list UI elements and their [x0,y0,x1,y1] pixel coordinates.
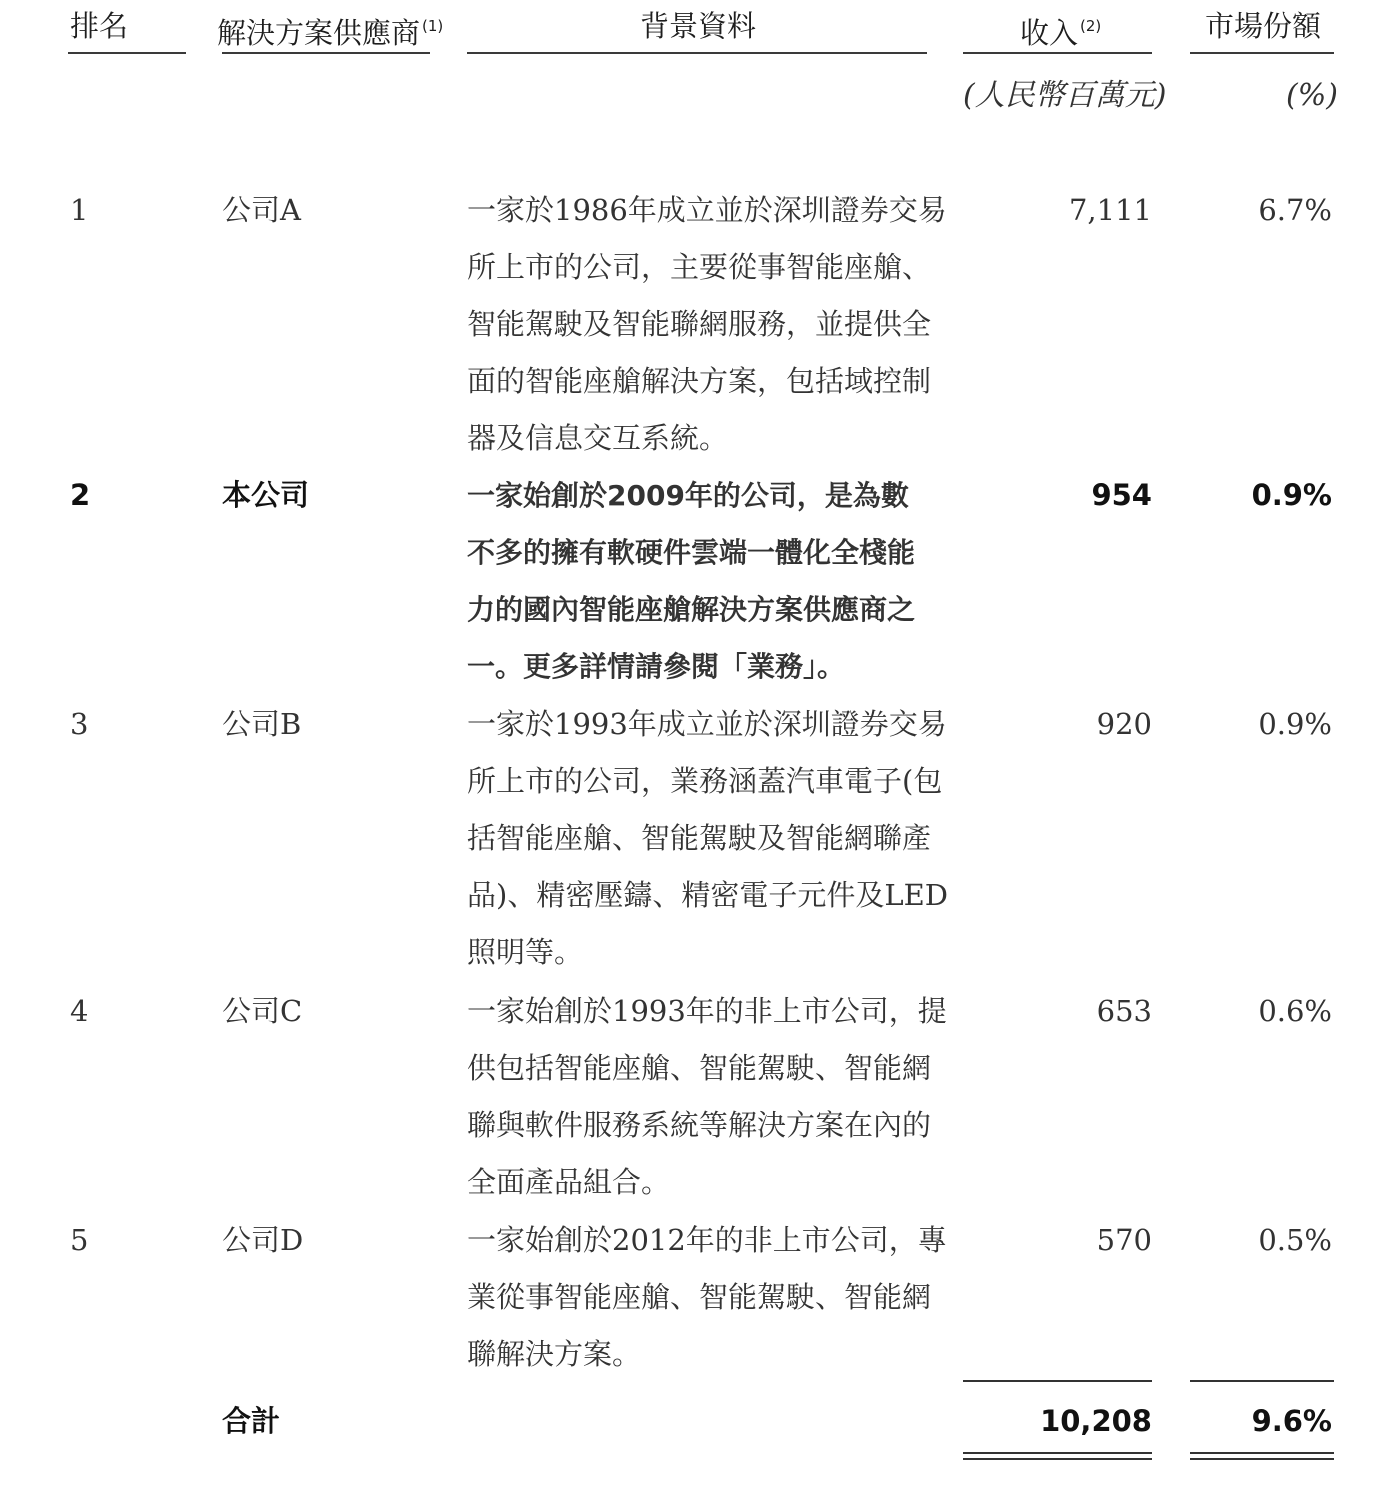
header-provider-footnote: (1) [422,17,444,35]
row4-share: 0.6% [1258,994,1332,1028]
row4-desc-line: 供包括智能座艙、智能駕駛、智能網 [467,1051,932,1085]
row5-desc-line: 聯解決方案。 [467,1337,642,1371]
row3-name: 公司B [222,707,302,741]
row3-desc-line: 括智能座艙、智能駕駛及智能網聯產 [467,821,932,855]
row2-desc-line: 力的國內智能座艙解決方案供應商之 [467,593,916,626]
row4-desc-line: 全面產品組合。 [467,1165,671,1199]
header-underline-rank [68,52,186,54]
row1-desc-line: 智能駕駛及智能聯網服務，並提供全 [467,307,932,341]
row5-share: 0.5% [1258,1223,1332,1257]
row4-desc-line: 聯與軟件服務系統等解決方案在內的 [467,1108,932,1142]
header-underline-revenue [963,52,1152,54]
row3-share: 0.9% [1258,707,1332,741]
row3-revenue: 920 [1096,707,1152,741]
row1-description [467,182,957,467]
total-top-rule-share [1190,1380,1334,1382]
header-share: 市場份額 [1205,9,1322,43]
total-double-rule-share-1 [1190,1452,1334,1454]
header-revenue-footnote: (2) [1080,17,1102,35]
row2-share: 0.9% [1251,478,1332,512]
row1-desc-line: 一家於1986年成立並於深圳證券交易 [467,193,947,227]
row2-desc-line: 不多的擁有軟硬件雲端一體化全棧能 [467,536,916,569]
row2-description [467,467,957,695]
row5-desc-line: 業從事智能座艙、智能駕駛、智能網 [467,1280,932,1314]
row4-rank: 4 [70,994,89,1028]
row4-revenue: 653 [1096,994,1152,1028]
total-top-rule-revenue [963,1380,1152,1382]
row3-desc-line: 所上市的公司，業務涵蓋汽車電子(包 [467,764,943,798]
row3-desc-line: 照明等。 [467,935,584,969]
total-double-rule-share-2 [1190,1458,1334,1460]
row5-name: 公司D [222,1223,304,1257]
header-revenue-label: 收入 [1020,16,1079,50]
row1-desc-line: 器及信息交互系統。 [467,421,729,455]
row4-description [467,983,957,1211]
header-revenue [1020,4,1101,55]
header-provider [217,4,443,55]
row1-desc-line: 面的智能座艙解決方案，包括域控制 [467,364,932,398]
row1-share: 6.7% [1258,193,1332,227]
total-revenue: 10,208 [1040,1404,1152,1438]
row2-rank: 2 [70,478,91,512]
row3-rank: 3 [70,707,89,741]
row2-desc-line: 一。更多詳情請參閱「業務」。 [467,650,846,683]
row1-revenue: 7,111 [1068,193,1152,227]
row1-desc-line: 所上市的公司，主要從事智能座艙、 [467,250,932,284]
row5-revenue: 570 [1096,1223,1152,1257]
unit-revenue: (人民幣百萬元) [963,78,1167,113]
header-underline-share [1190,52,1334,54]
header-underline-provider [222,52,430,54]
row1-name: 公司A [222,193,301,227]
row3-description [467,696,957,981]
total-double-rule-revenue-2 [963,1458,1152,1460]
row4-desc-line: 一家始創於1993年的非上市公司，提 [467,994,947,1028]
row5-desc-line: 一家始創於2012年的非上市公司，專 [467,1223,947,1257]
total-share: 9.6% [1251,1404,1332,1438]
header-rank: 排名 [70,9,129,43]
total-double-rule-revenue-1 [963,1452,1152,1454]
row1-rank: 1 [70,193,89,227]
header-provider-label: 解決方案供應商 [217,16,421,50]
row3-desc-line: 品)、精密壓鑄、精密電子元件及LED [467,878,948,912]
header-background: 背景資料 [640,9,757,43]
row2-revenue: 954 [1091,478,1152,512]
row5-description [467,1212,957,1383]
row2-name: 本公司 [222,478,310,512]
total-label: 合計 [222,1404,281,1438]
row5-rank: 5 [70,1223,89,1257]
row3-desc-line: 一家於1993年成立並於深圳證券交易 [467,707,947,741]
unit-share: (%) [1286,78,1338,113]
header-underline-background [467,52,927,54]
row2-desc-line: 一家始創於2009年的公司，是為數 [467,479,909,512]
row4-name: 公司C [222,994,303,1028]
